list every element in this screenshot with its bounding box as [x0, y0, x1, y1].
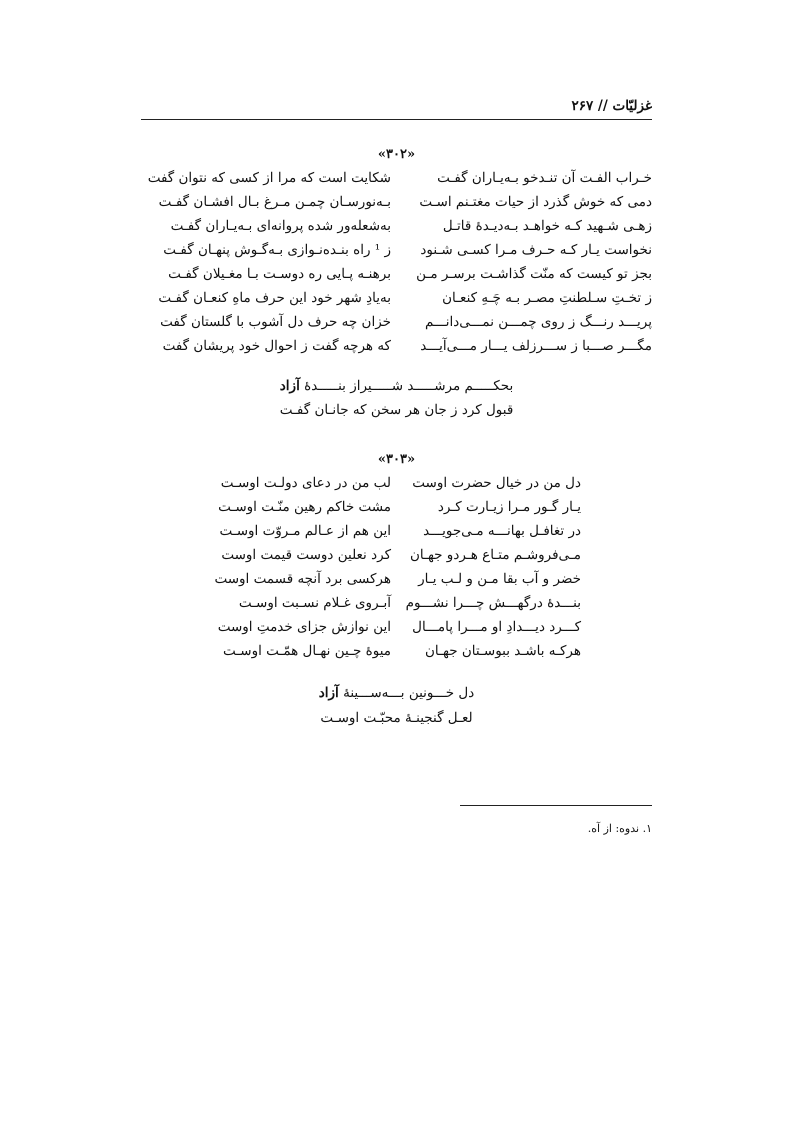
hemistich-left: آبـروی غـلام نسـبت اوسـت: [238, 595, 391, 611]
hemistich-left: شکایت است که مرا از کسی که نتوان گفت: [147, 170, 391, 186]
couplet-row: [141, 338, 652, 362]
couplet-row: [141, 170, 652, 194]
hemistich-right: بجز تو کیست که منّت گذاشـت برسـر مـن: [416, 266, 652, 282]
hemistich-right: مـی‌فروشـم متـاع هـردو جهـان: [409, 547, 581, 563]
hemistich-right: پریـــد رنـــگ ز روی چمـــن نمـــی‌دانـــم: [424, 314, 652, 330]
hemistich-right: دل من در خیال حضرت اوست: [412, 475, 581, 491]
footnote: ۱. ندوه: از آه.: [587, 822, 652, 835]
pen-name: آزاد: [318, 685, 339, 701]
couplet-row: [141, 290, 652, 314]
closing-text: قبول کرد ز جان هر سخن که جانـان گفـت: [279, 402, 514, 418]
hemistich-right: خضر و آب بقا مـن و لـب یـار: [418, 571, 581, 587]
hemistich-right: بنـــدهٔ درگهـــش چـــرا نشـــوم: [405, 595, 581, 611]
couplet-row: [141, 242, 652, 266]
couplet-row: [141, 266, 652, 290]
closing-line: [0, 685, 793, 701]
hemistich-right: کـــرد دیـــدادِ او مـــرا پامـــال: [412, 619, 581, 635]
hemistich-left: به‌شعله‌ور شده پروانه‌ای بـه‌یـاران گفـت: [170, 218, 391, 234]
pen-name: آزاد: [279, 378, 300, 394]
hemistich-left: هرکسی برد آنچه قسمت اوست: [214, 571, 391, 587]
hemistich-right: خـراب الفـت آن تنـدخو بـه‌یـاران گفـت: [437, 170, 652, 186]
hemistich-left: به‌یادِ شهر خود این حرف ماهِ کنعـان گفـت: [158, 290, 391, 306]
poem-303-couplets: [211, 475, 581, 675]
closing-text: لعـل گنجینـهٔ محبّـت اوسـت: [320, 710, 473, 726]
running-header: [141, 94, 652, 120]
hemistich-right: در تغافـل بهانـــه مـی‌جویـــد: [423, 523, 581, 539]
hemistich-left: مشت خاکم رهین منّـت اوسـت: [218, 499, 391, 515]
couplet-row: [141, 314, 652, 338]
closing-text: دل خـــونین بـــه‌ســـینهٔ: [343, 685, 475, 701]
hemistich-left: کرد نعلین دوست قیمت اوست: [221, 547, 391, 563]
hemistich-left: لب من در دعای دولـت اوسـت: [220, 475, 391, 491]
hemistich-right: یـار گـور مـرا زیـارت کـرد: [437, 499, 581, 515]
couplet-row: [211, 547, 581, 571]
hemistich-left: بـه‌نورسـان چمـن مـرغ بـال افشـان گفـت: [158, 194, 391, 210]
closing-line: [0, 710, 793, 726]
couplet-row: [211, 643, 581, 667]
couplet-row: [211, 499, 581, 523]
hemistich-left: برهنـه پـایی ره دوسـت بـا مغـیلان گفـت: [168, 266, 391, 282]
closing-line: [0, 378, 793, 394]
couplet-row: [211, 475, 581, 499]
hemistich-right: نخواست یـار کـه حـرف مـرا کسـی شـنود: [420, 242, 652, 258]
hemistich-right: دمی که خوش گذرد از حیات مغتـنم اسـت: [419, 194, 652, 210]
poem-number: «۳۰۳»: [377, 452, 416, 467]
hemistich-left: خزان چه حرف دل آشوب با گلستان گفت: [160, 314, 391, 330]
header-title: غزلیّات // ۲۶۷: [571, 98, 652, 114]
couplet-row: [141, 218, 652, 242]
hemistich-right: مگـــر صـــبا ز ســـرزلف یـــار مـــی‌آیـــد: [420, 338, 652, 354]
couplet-row: [211, 595, 581, 619]
hemistich-left: این هم از عـالم مـروّت اوسـت: [219, 523, 391, 539]
poem-302-couplets: [141, 170, 652, 370]
hemistich-right: زهـی شـهید کـه خواهـد بـه‌دیـدهٔ قاتـل: [442, 218, 652, 234]
couplet-row: [211, 619, 581, 643]
hemistich-right: ز تخـتِ سـلطنتِ مصـر بـه چَـهِ کنعـان: [442, 290, 652, 306]
couplet-row: [141, 194, 652, 218]
closing-text: بحکـــــم مرشـــــد شـــــیراز بنـــــدهٔ: [304, 378, 514, 394]
footnote-rule: [460, 805, 652, 806]
couplet-row: [211, 523, 581, 547]
hemistich-left: این نوازش جزای خدمتِ اوست: [217, 619, 391, 635]
hemistich-left: ز ¹ راه بنـده‌نـوازی بـه‌گـوش پنهـان گفـت: [163, 242, 391, 258]
closing-line: [0, 402, 793, 418]
poem-number: «۳۰۲»: [377, 147, 416, 162]
hemistich-left: میوهٔ چـین نهـال همّـت اوسـت: [223, 643, 391, 659]
hemistich-right: هرکـه باشـد ببوسـتان جهـان: [424, 643, 581, 659]
couplet-row: [211, 571, 581, 595]
header-rule: [141, 119, 652, 120]
hemistich-left: که هرچه گفت ز احوال خود پریشان گفت: [162, 338, 391, 354]
